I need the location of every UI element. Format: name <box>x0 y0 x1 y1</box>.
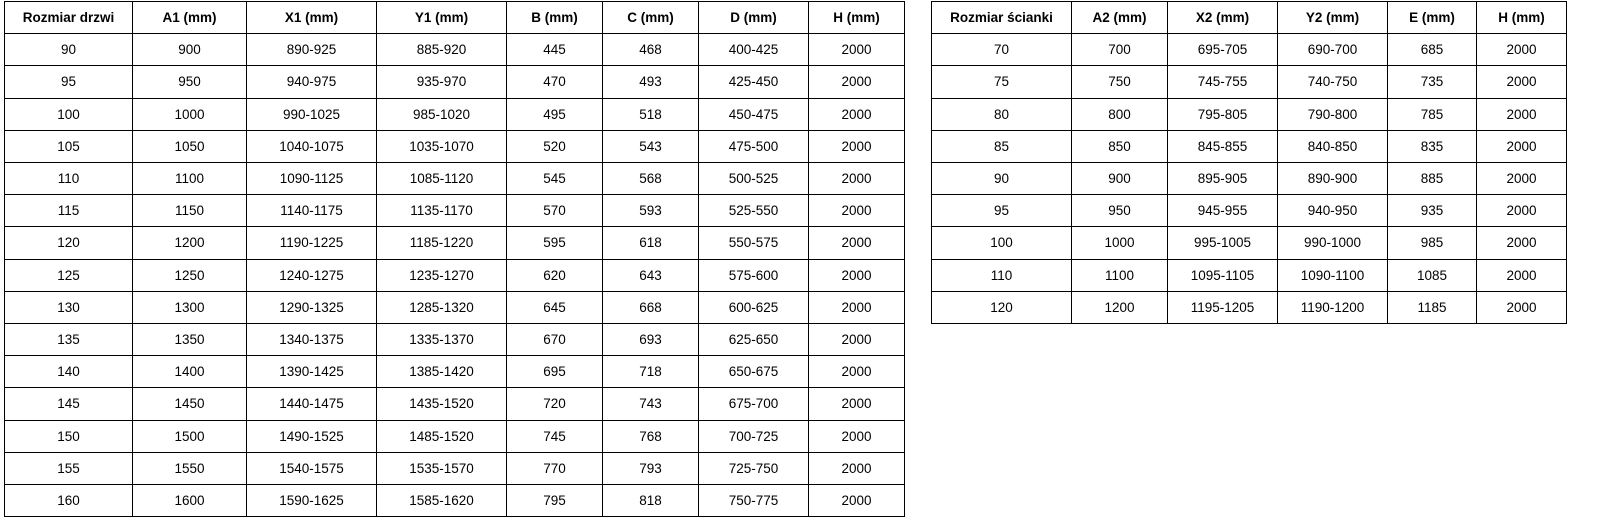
doors-cell: 160 <box>5 485 133 517</box>
doors-cell: 1290-1325 <box>247 291 377 323</box>
doors-column-header: B (mm) <box>507 2 603 34</box>
doors-cell: 1385-1420 <box>377 356 507 388</box>
doors-cell: 1335-1370 <box>377 324 507 356</box>
doors-cell: 1285-1320 <box>377 291 507 323</box>
walls-cell: 985 <box>1388 227 1477 259</box>
walls-column-header: H (mm) <box>1477 2 1567 34</box>
doors-cell: 145 <box>5 388 133 420</box>
walls-cell: 1190-1200 <box>1278 291 1388 323</box>
doors-cell: 1150 <box>133 195 247 227</box>
doors-cell: 1350 <box>133 324 247 356</box>
walls-column-header: X2 (mm) <box>1168 2 1278 34</box>
table-row <box>5 291 905 323</box>
doors-cell: 718 <box>603 356 699 388</box>
walls-column-header: Rozmiar ścianki <box>932 2 1072 34</box>
doors-cell: 1090-1125 <box>247 163 377 195</box>
walls-cell: 1100 <box>1072 259 1168 291</box>
doors-cell: 1435-1520 <box>377 388 507 420</box>
doors-cell: 1550 <box>133 452 247 484</box>
table-row <box>932 259 1567 291</box>
doors-cell: 1035-1070 <box>377 130 507 162</box>
doors-cell: 745 <box>507 420 603 452</box>
doors-cell: 140 <box>5 356 133 388</box>
doors-cell: 720 <box>507 388 603 420</box>
table-row <box>5 356 905 388</box>
doors-cell: 475-500 <box>699 130 809 162</box>
walls-cell: 800 <box>1072 98 1168 130</box>
doors-cell: 155 <box>5 452 133 484</box>
doors-cell: 670 <box>507 324 603 356</box>
table-header-row <box>932 2 1567 34</box>
walls-cell: 885 <box>1388 163 1477 195</box>
doors-cell: 620 <box>507 259 603 291</box>
walls-cell: 940-950 <box>1278 195 1388 227</box>
walls-cell: 90 <box>932 163 1072 195</box>
doors-cell: 445 <box>507 34 603 66</box>
doors-cell: 600-625 <box>699 291 809 323</box>
walls-cell: 2000 <box>1477 66 1567 98</box>
doors-cell: 150 <box>5 420 133 452</box>
doors-cell: 400-425 <box>699 34 809 66</box>
walls-cell: 950 <box>1072 195 1168 227</box>
doors-cell: 1585-1620 <box>377 485 507 517</box>
walls-cell: 80 <box>932 98 1072 130</box>
doors-cell: 1000 <box>133 98 247 130</box>
doors-cell: 1535-1570 <box>377 452 507 484</box>
doors-cell: 550-575 <box>699 227 809 259</box>
walls-cell: 2000 <box>1477 163 1567 195</box>
doors-column-header: A1 (mm) <box>133 2 247 34</box>
doors-cell: 425-450 <box>699 66 809 98</box>
doors-cell: 125 <box>5 259 133 291</box>
doors-cell: 675-700 <box>699 388 809 420</box>
doors-cell: 130 <box>5 291 133 323</box>
walls-cell: 740-750 <box>1278 66 1388 98</box>
doors-cell: 543 <box>603 130 699 162</box>
doors-cell: 2000 <box>809 356 905 388</box>
doors-cell: 1190-1225 <box>247 227 377 259</box>
doors-cell: 2000 <box>809 163 905 195</box>
doors-cell: 568 <box>603 163 699 195</box>
walls-cell: 685 <box>1388 34 1477 66</box>
table-row <box>5 34 905 66</box>
doors-cell: 525-550 <box>699 195 809 227</box>
doors-cell: 890-925 <box>247 34 377 66</box>
doors-cell: 990-1025 <box>247 98 377 130</box>
walls-cell: 95 <box>932 195 1072 227</box>
table-row <box>5 388 905 420</box>
walls-cell: 2000 <box>1477 291 1567 323</box>
doors-cell: 1500 <box>133 420 247 452</box>
walls-cell: 900 <box>1072 163 1168 195</box>
walls-cell: 690-700 <box>1278 34 1388 66</box>
doors-cell: 1250 <box>133 259 247 291</box>
doors-cell: 1140-1175 <box>247 195 377 227</box>
wall-panel-dimensions-table <box>931 1 1567 324</box>
doors-cell: 1440-1475 <box>247 388 377 420</box>
doors-cell: 518 <box>603 98 699 130</box>
doors-cell: 95 <box>5 66 133 98</box>
walls-cell: 945-955 <box>1168 195 1278 227</box>
doors-cell: 1085-1120 <box>377 163 507 195</box>
walls-cell: 700 <box>1072 34 1168 66</box>
doors-cell: 950 <box>133 66 247 98</box>
doors-cell: 1450 <box>133 388 247 420</box>
doors-cell: 2000 <box>809 485 905 517</box>
doors-cell: 768 <box>603 420 699 452</box>
doors-cell: 1340-1375 <box>247 324 377 356</box>
doors-cell: 450-475 <box>699 98 809 130</box>
doors-cell: 1100 <box>133 163 247 195</box>
table-row <box>5 163 905 195</box>
walls-cell: 2000 <box>1477 259 1567 291</box>
walls-cell: 750 <box>1072 66 1168 98</box>
walls-table-body <box>932 34 1567 324</box>
doors-cell: 1185-1220 <box>377 227 507 259</box>
doors-cell: 500-525 <box>699 163 809 195</box>
doors-cell: 625-650 <box>699 324 809 356</box>
doors-cell: 650-675 <box>699 356 809 388</box>
table-row <box>932 163 1567 195</box>
walls-cell: 100 <box>932 227 1072 259</box>
walls-cell: 110 <box>932 259 1072 291</box>
doors-cell: 1490-1525 <box>247 420 377 452</box>
doors-column-header: Y1 (mm) <box>377 2 507 34</box>
doors-cell: 1235-1270 <box>377 259 507 291</box>
walls-cell: 735 <box>1388 66 1477 98</box>
doors-cell: 618 <box>603 227 699 259</box>
doors-cell: 1600 <box>133 485 247 517</box>
table-row <box>932 195 1567 227</box>
walls-cell: 2000 <box>1477 130 1567 162</box>
walls-column-header: Y2 (mm) <box>1278 2 1388 34</box>
doors-cell: 520 <box>507 130 603 162</box>
doors-column-header: Rozmiar drzwi <box>5 2 133 34</box>
doors-cell: 725-750 <box>699 452 809 484</box>
doors-cell: 1485-1520 <box>377 420 507 452</box>
doors-cell: 643 <box>603 259 699 291</box>
walls-cell: 1185 <box>1388 291 1477 323</box>
doors-cell: 693 <box>603 324 699 356</box>
doors-cell: 1390-1425 <box>247 356 377 388</box>
doors-cell: 985-1020 <box>377 98 507 130</box>
walls-cell: 1000 <box>1072 227 1168 259</box>
table-row <box>932 130 1567 162</box>
doors-cell: 750-775 <box>699 485 809 517</box>
table-row <box>5 195 905 227</box>
walls-cell: 1195-1205 <box>1168 291 1278 323</box>
doors-cell: 1040-1075 <box>247 130 377 162</box>
walls-cell: 935 <box>1388 195 1477 227</box>
walls-column-header: E (mm) <box>1388 2 1477 34</box>
walls-cell: 845-855 <box>1168 130 1278 162</box>
doors-cell: 1135-1170 <box>377 195 507 227</box>
table-row <box>5 98 905 130</box>
doors-cell: 495 <box>507 98 603 130</box>
doors-cell: 2000 <box>809 66 905 98</box>
walls-cell: 995-1005 <box>1168 227 1278 259</box>
doors-cell: 885-920 <box>377 34 507 66</box>
walls-cell: 2000 <box>1477 227 1567 259</box>
doors-cell: 935-970 <box>377 66 507 98</box>
walls-cell: 70 <box>932 34 1072 66</box>
table-row <box>932 98 1567 130</box>
table-row <box>5 324 905 356</box>
table-row <box>5 66 905 98</box>
doors-cell: 593 <box>603 195 699 227</box>
doors-cell: 1240-1275 <box>247 259 377 291</box>
walls-cell: 2000 <box>1477 34 1567 66</box>
doors-cell: 570 <box>507 195 603 227</box>
doors-cell: 700-725 <box>699 420 809 452</box>
table-row <box>5 227 905 259</box>
table-row <box>932 66 1567 98</box>
doors-cell: 2000 <box>809 259 905 291</box>
doors-cell: 668 <box>603 291 699 323</box>
doors-cell: 2000 <box>809 452 905 484</box>
doors-cell: 1540-1575 <box>247 452 377 484</box>
doors-cell: 470 <box>507 66 603 98</box>
doors-column-header: X1 (mm) <box>247 2 377 34</box>
doors-cell: 2000 <box>809 291 905 323</box>
doors-dimensions-table <box>4 1 905 517</box>
doors-cell: 770 <box>507 452 603 484</box>
walls-cell: 895-905 <box>1168 163 1278 195</box>
walls-cell: 85 <box>932 130 1072 162</box>
walls-cell: 795-805 <box>1168 98 1278 130</box>
doors-cell: 2000 <box>809 420 905 452</box>
table-row <box>932 291 1567 323</box>
doors-cell: 645 <box>507 291 603 323</box>
doors-cell: 1590-1625 <box>247 485 377 517</box>
table-row <box>5 420 905 452</box>
table-row <box>5 485 905 517</box>
doors-cell: 595 <box>507 227 603 259</box>
doors-cell: 100 <box>5 98 133 130</box>
table-row <box>5 130 905 162</box>
walls-cell: 2000 <box>1477 195 1567 227</box>
doors-table-body <box>5 34 905 517</box>
table-header-row <box>5 2 905 34</box>
doors-cell: 105 <box>5 130 133 162</box>
doors-cell: 135 <box>5 324 133 356</box>
walls-cell: 790-800 <box>1278 98 1388 130</box>
walls-cell: 1090-1100 <box>1278 259 1388 291</box>
doors-cell: 695 <box>507 356 603 388</box>
doors-cell: 2000 <box>809 130 905 162</box>
doors-column-header: D (mm) <box>699 2 809 34</box>
doors-cell: 493 <box>603 66 699 98</box>
walls-cell: 695-705 <box>1168 34 1278 66</box>
doors-cell: 2000 <box>809 388 905 420</box>
doors-cell: 793 <box>603 452 699 484</box>
doors-cell: 2000 <box>809 324 905 356</box>
doors-cell: 110 <box>5 163 133 195</box>
walls-cell: 990-1000 <box>1278 227 1388 259</box>
doors-cell: 2000 <box>809 227 905 259</box>
doors-column-header: H (mm) <box>809 2 905 34</box>
doors-cell: 1400 <box>133 356 247 388</box>
doors-column-header: C (mm) <box>603 2 699 34</box>
walls-cell: 840-850 <box>1278 130 1388 162</box>
walls-cell: 120 <box>932 291 1072 323</box>
walls-cell: 75 <box>932 66 1072 98</box>
walls-cell: 1085 <box>1388 259 1477 291</box>
walls-column-header: A2 (mm) <box>1072 2 1168 34</box>
doors-cell: 115 <box>5 195 133 227</box>
doors-cell: 818 <box>603 485 699 517</box>
walls-cell: 890-900 <box>1278 163 1388 195</box>
doors-cell: 1050 <box>133 130 247 162</box>
doors-cell: 743 <box>603 388 699 420</box>
doors-cell: 90 <box>5 34 133 66</box>
doors-cell: 2000 <box>809 195 905 227</box>
doors-cell: 1300 <box>133 291 247 323</box>
doors-cell: 2000 <box>809 98 905 130</box>
walls-cell: 2000 <box>1477 98 1567 130</box>
doors-cell: 900 <box>133 34 247 66</box>
doors-cell: 2000 <box>809 34 905 66</box>
doors-cell: 468 <box>603 34 699 66</box>
walls-cell: 850 <box>1072 130 1168 162</box>
doors-cell: 120 <box>5 227 133 259</box>
walls-cell: 1200 <box>1072 291 1168 323</box>
table-row <box>5 259 905 291</box>
table-row <box>5 452 905 484</box>
doors-cell: 795 <box>507 485 603 517</box>
walls-cell: 835 <box>1388 130 1477 162</box>
doors-cell: 1200 <box>133 227 247 259</box>
table-row <box>932 227 1567 259</box>
doors-cell: 940-975 <box>247 66 377 98</box>
doors-cell: 575-600 <box>699 259 809 291</box>
walls-cell: 745-755 <box>1168 66 1278 98</box>
walls-cell: 1095-1105 <box>1168 259 1278 291</box>
table-row <box>932 34 1567 66</box>
walls-cell: 785 <box>1388 98 1477 130</box>
doors-cell: 545 <box>507 163 603 195</box>
